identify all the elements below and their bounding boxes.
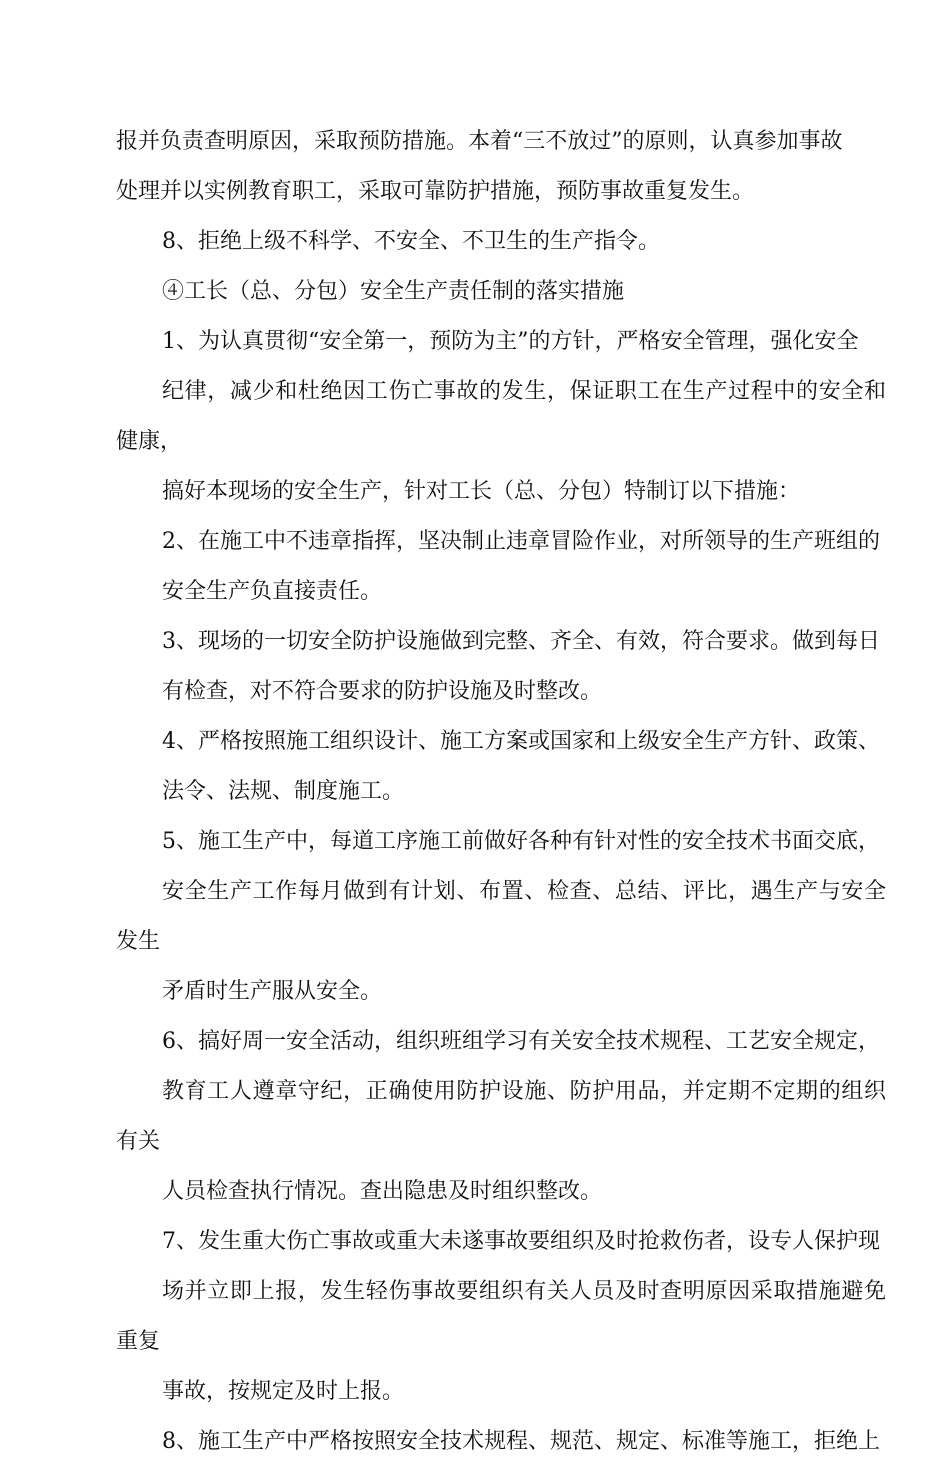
text-line: 事故，按规定及时上报。 [162, 1379, 405, 1404]
paragraph-item-1 [116, 317, 886, 517]
text-line: 教育工人遵章守纪，正确使用防护设施、防护用品，并定期不定期的组织有关 [116, 1079, 886, 1154]
paragraph-item-7 [116, 1217, 886, 1417]
text-line: 3、现场的一切安全防护设施做到完整、齐全、有效，符合要求。做到每日 [162, 629, 880, 654]
paragraph-item-6 [116, 1017, 886, 1217]
text-line: 处理并以实例教育职工，采取可靠防护措施，预防事故重复发生。 [116, 179, 755, 204]
paragraph-item-8 [116, 1417, 886, 1467]
paragraph-item-3 [116, 617, 886, 717]
paragraph-item-4 [116, 717, 886, 817]
text-line: 场并立即上报，发生轻伤事故要组织有关人员及时查明原因采取措施避免重复 [116, 1279, 886, 1354]
text-line: 8、拒绝上级不科学、不安全、不卫生的生产指令。 [162, 229, 660, 254]
paragraph-item-5 [116, 817, 886, 1017]
document-body [116, 117, 886, 1467]
text-line: 法令、法规、制度施工。 [162, 779, 405, 804]
text-line: 安全生产负直接责任。 [162, 579, 383, 604]
text-line: 5、施工生产中，每道工序施工前做好各种有针对性的安全技术书面交底， [162, 829, 880, 854]
text-line: 安全生产工作每月做到有计划、布置、检查、总结、评比，遇生产与安全发生 [116, 879, 886, 954]
text-line: 人员检查执行情况。查出隐患及时组织整改。 [162, 1179, 603, 1204]
text-line: 矛盾时生产服从安全。 [162, 979, 383, 1004]
text-line: 搞好本现场的安全生产，针对工长（总、分包）特制订以下措施： [162, 479, 801, 504]
text-line: 报并负责查明原因，采取预防措施。本着“三不放过”的原则，认真参加事故 [116, 129, 843, 154]
text-line: 8、施工生产中严格按照安全技术规程、规范、规定、标准等施工，拒绝上 [162, 1429, 880, 1454]
text-line: 有检查，对不符合要求的防护设施及时整改。 [162, 679, 603, 704]
text-line: 1、为认真贯彻“安全第一，预防为主”的方针，严格安全管理，强化安全 [162, 329, 859, 354]
paragraph-continuation [116, 117, 886, 217]
paragraph-item-8-reject-orders [116, 217, 886, 267]
text-line: 2、在施工中不违章指挥，坚决制止违章冒险作业，对所领导的生产班组的 [162, 529, 880, 554]
text-line: ④工长（总、分包）安全生产责任制的落实措施 [162, 279, 625, 304]
section-heading [116, 267, 886, 317]
text-line: 4、严格按照施工组织设计、施工方案或国家和上级安全生产方针、政策、 [162, 729, 880, 754]
paragraph-item-2 [116, 517, 886, 617]
text-line: 7、发生重大伤亡事故或重大未遂事故要组织及时抢救伤者，设专人保护现 [162, 1229, 880, 1254]
text-line: 6、搞好周一安全活动，组织班组学习有关安全技术规程、工艺安全规定， [162, 1029, 880, 1054]
text-line: 纪律，减少和杜绝因工伤亡事故的发生，保证职工在生产过程中的安全和健康， [116, 379, 886, 454]
